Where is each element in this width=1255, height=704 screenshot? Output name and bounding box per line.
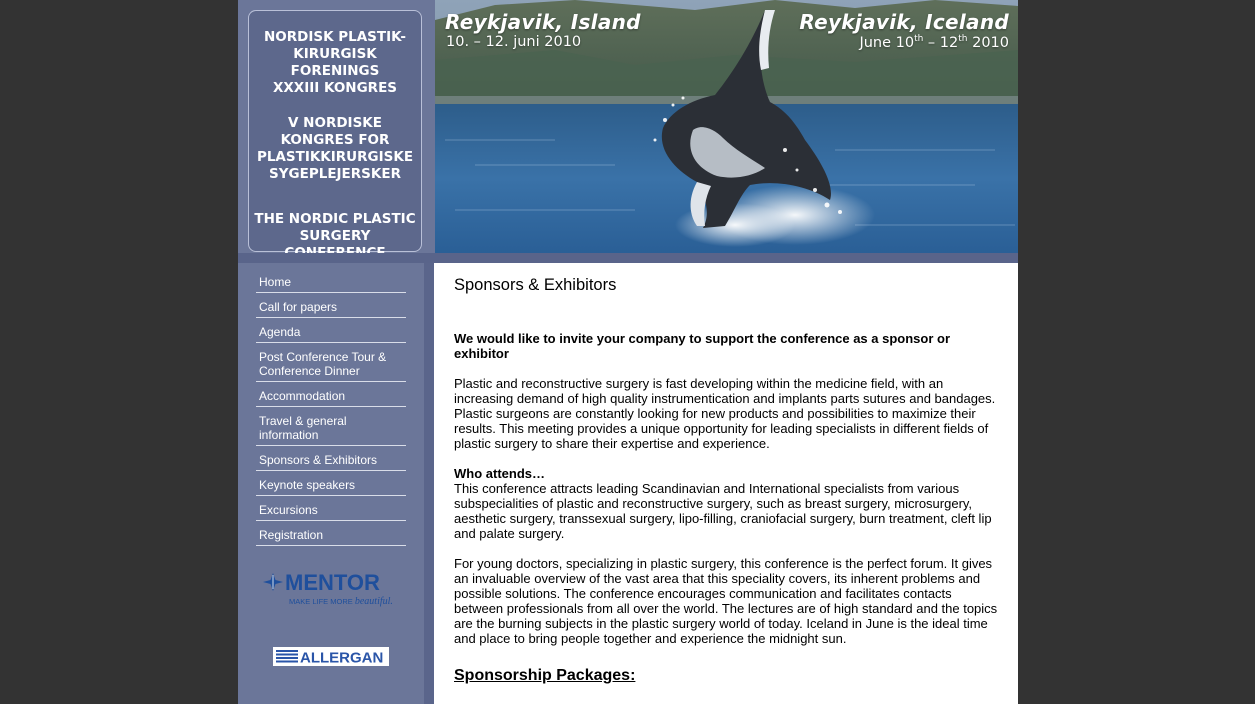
title-line: SYGEPLEJERSKER [269,166,401,182]
sidebar [238,263,424,704]
nav-item-home[interactable]: Home [256,273,406,293]
young-doctors-paragraph: For young doctors, specializing in plastic surgery, this conference is the perfect forum. It gives an invaluable overview of the vast area that this speciality covers, its inherent problems and possible solutions. The conference encourages communication and facilitates contacts between professionals from all over the world. The lectures are of high standard and the topics are the burning subjects in the plastic surgery world of today. Iceland in June is the ideal time and place to bring people together and experience the midnight sun. [454,556,998,646]
title-line: KONGRES FOR [280,132,390,148]
mentor-sponsor-logo[interactable] [260,569,405,614]
invitation-lead: We would like to invite your company to support the conference as a sponsor or exhibitor [454,331,951,361]
mentor-logo-graphic [260,569,405,614]
header-city-english: Reykjavik, Iceland [799,10,1009,34]
sponsorship-packages-heading: Sponsorship Packages: [454,667,636,684]
date-start: June 10 [859,34,915,51]
header-date-english [859,34,1009,51]
title-line: XXXIII KONGRES [272,80,398,96]
mentor-tagline-script: beautiful. [354,596,393,607]
main-navigation [256,273,406,546]
title-line: PLASTIKKIRURGISKE [256,149,414,165]
mentor-wordmark: MENTOR [285,570,380,595]
title-line: NORDISK PLASTIK- [263,29,407,45]
nav-item-agenda[interactable]: Agenda [256,323,406,343]
nav-item-accommodation[interactable]: Accommodation [256,387,406,407]
nav-item-post-conference-tour[interactable]: Post Conference Tour & Conference Dinner [256,348,406,382]
attendees-paragraph: This conference attracts leading Scandinavian and International specialists from various subspecialities of plastic and reconstructive surgery, such as breast surgery, microsurgery, aesthetic surgery, transsexual surgery, lipo-filling, craniofacial surgery, burn treatment, cleft lip and palate surgery. [454,481,992,541]
page-title: Sponsors & Exhibitors [454,276,617,294]
mentor-tagline-start: MAKE LIFE MORE [289,597,355,606]
title-block-nurses [249,115,421,183]
nav-item-call-for-papers[interactable]: Call for papers [256,298,406,318]
header-date-local: 10. – 12. juni 2010 [446,34,582,50]
title-line: THE NORDIC PLASTIC [254,211,416,227]
nav-item-sponsors-exhibitors[interactable]: Sponsors & Exhibitors [256,451,406,471]
date-year: 2010 [967,34,1009,51]
page-container [238,0,1018,704]
header-strip [238,253,1018,263]
title-line: KIRURGISK FORENINGS [290,46,380,79]
who-attends-heading: Who attends… [454,466,545,481]
allergan-wordmark: ALLERGAN [300,649,384,666]
date-end-suffix: th [958,34,968,44]
main-content [434,263,1018,704]
title-line: V NORDISKE [288,115,382,131]
date-start-suffix: th [914,34,924,44]
nav-item-excursions[interactable]: Excursions [256,501,406,521]
column-divider [424,263,434,704]
title-line: SURGERY [299,228,371,244]
content-body [454,275,1002,683]
date-separator: – 12 [923,34,959,51]
title-block-danish [249,29,421,97]
nav-item-registration[interactable]: Registration [256,526,406,546]
nav-item-keynote-speakers[interactable]: Keynote speakers [256,476,406,496]
header-whale-photo [435,0,1018,253]
allergan-sponsor-logo[interactable] [273,647,389,666]
nav-item-travel-information[interactable]: Travel & general information [256,412,406,446]
allergan-logo-graphic [273,647,389,666]
mentor-star-icon [263,573,283,591]
conference-title-box [248,10,422,252]
header-city-local: Reykjavik, Island [445,10,641,34]
intro-paragraph: Plastic and reconstructive surgery is fast developing within the medicine field, with an increasing demand of high quality instrumentication and implants parts sutures and bandages. Plastic surgeons are constantly looking for new products and possibilities to maximize their results. This meeting provides a unique opportunity for leading specialists in different fields of plastic surgery to share their expertise and experience. [454,376,996,451]
mentor-tagline [289,596,393,607]
